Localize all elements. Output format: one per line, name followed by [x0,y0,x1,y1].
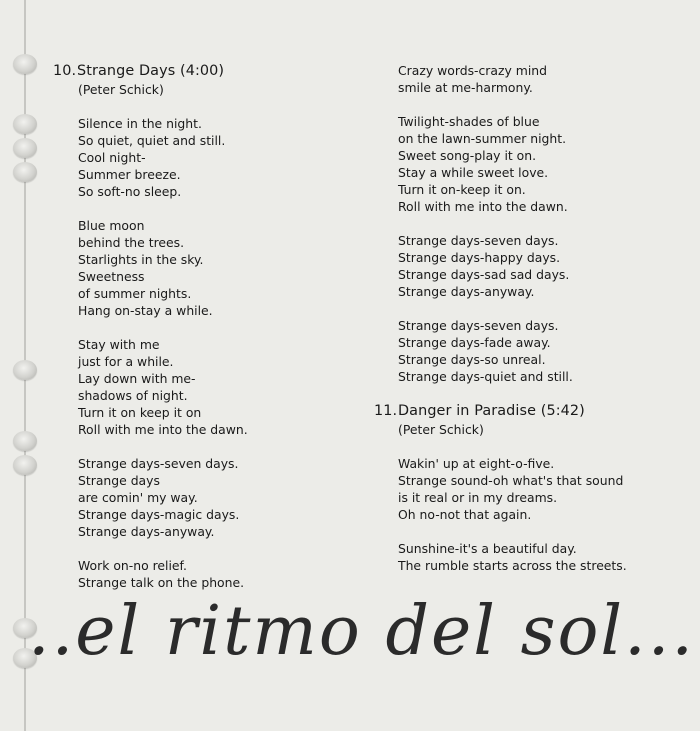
lyric-line: Strange days-anyway. [398,284,535,299]
lyric-line: Stay a while sweet love. [398,165,549,180]
lyric-line: Twilight-shades of blue [398,114,540,129]
lyrics-column-right [374,62,674,591]
lyric-line: Oh no-not that again. [398,507,532,522]
lyric-line: So soft-no sleep. [78,184,182,199]
song-author: (Peter Schick) [78,82,164,97]
lyric-line: shadows of night. [78,388,188,403]
lyric-line: So quiet, quiet and still. [78,133,226,148]
lyric-line: Hang on-stay a while. [78,303,213,318]
lyric-line: Work on-no relief. [78,558,187,573]
song-number: 11. [374,403,398,419]
song-name: Danger in Paradise (5:42) [398,403,585,419]
lyric-line: Crazy words-crazy mind [398,63,548,78]
lyric-line: on the lawn-summer night. [398,131,567,146]
lyric-line: Strange days-sad sad days. [398,267,570,282]
lyric-line: of summer nights. [78,286,192,301]
lyric-line: Blue moon [78,218,145,233]
lyric-line: is it real or in my dreams. [398,490,558,505]
lyric-line: Strange days [78,473,160,488]
lyric-line: just for a while. [78,354,174,369]
lyric-line: Roll with me into the dawn. [78,422,248,437]
binding-ring [13,162,37,182]
lyric-line: Strange days-seven days. [78,456,239,471]
lyric-line: Stay with me [78,337,160,352]
lyric-line: Sunshine-it's a beautiful day. [398,541,577,556]
lyrics-stanza [374,455,674,523]
lyric-line: Strange days-fade away. [398,335,551,350]
lyrics-column-left [53,62,353,608]
lyric-line: are comin' my way. [78,490,198,505]
lyric-line: behind the trees. [78,235,185,250]
lyric-line: The rumble starts across the streets. [398,558,627,573]
lyric-line: Turn it on keep it on [78,405,202,420]
lyric-line: Silence in the night. [78,116,202,131]
lyric-line: Turn it on-keep it on. [398,182,526,197]
lyric-line: Strange days-happy days. [398,250,561,265]
lyric-line: Strange days-magic days. [78,507,240,522]
lyric-line: Strange days-anyway. [78,524,215,539]
lyric-line: Summer breeze. [78,167,181,182]
lyrics-stanza [53,115,353,200]
lyric-line: smile at me-harmony. [398,80,533,95]
song-name: Strange Days (4:00) [77,63,225,79]
lyrics-stanza [53,217,353,319]
lyrics-stanza [374,317,674,385]
lyric-line: Strange sound-oh what's that sound [398,473,624,488]
lyrics-stanza [53,557,353,591]
lyric-line: Strange days-so unreal. [398,352,546,367]
lyric-line: Lay down with me- [78,371,196,386]
lyrics-stanza [374,540,674,574]
lyric-line: Sweetness [78,269,145,284]
binding-ring [13,114,37,134]
song-title [53,62,353,81]
binding-ring [13,54,37,74]
lyric-line: Strange days-seven days. [398,318,559,333]
lyric-line: Sweet song-play it on. [398,148,537,163]
lyrics-stanza [374,62,674,96]
lyrics-stanza [53,455,353,540]
lyrics-stanza [374,232,674,300]
lyric-line: Roll with me into the dawn. [398,199,568,214]
lyric-line: Strange days-quiet and still. [398,369,573,384]
lyric-line: Cool night- [78,150,146,165]
song-number: 10. [53,63,77,79]
binding-ring [13,138,37,158]
binding-ring [13,431,37,451]
binding-ring [13,455,37,475]
lyric-line: Strange days-seven days. [398,233,559,248]
lyric-line: Strange talk on the phone. [78,575,245,590]
lyrics-stanza [53,336,353,438]
binding-ring [13,360,37,380]
lyric-line: Wakin' up at eight-o-five. [398,456,555,471]
lyric-line: Starlights in the sky. [78,252,204,267]
song-author: (Peter Schick) [398,422,484,437]
lyrics-stanza [374,113,674,215]
song-title [374,402,674,421]
album-title-banner: ..el ritmo del sol... [28,592,696,671]
